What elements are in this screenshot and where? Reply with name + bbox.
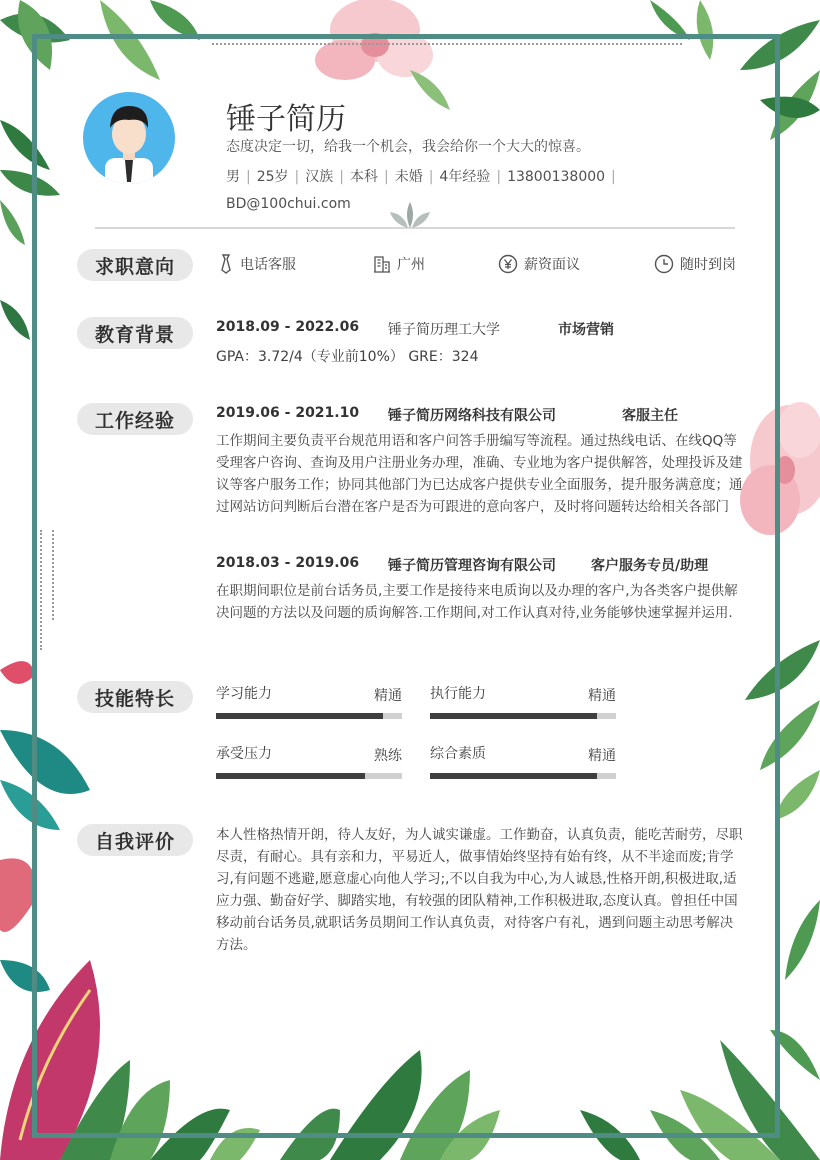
section-title-education: 教育背景 (77, 317, 193, 349)
work-1-period: 2019.06 - 2021.10 (216, 405, 360, 421)
skill-4-level: 精通 (588, 748, 616, 764)
section-title-work: 工作经验 (77, 403, 193, 435)
candidate-name: 锤子简历 (226, 102, 346, 137)
work-1-company: 锤子简历网络科技有限公司 (388, 408, 556, 424)
intent-position-label: 电话客服 (240, 257, 296, 273)
skill-2-level: 精通 (588, 688, 616, 704)
intent-salary-label: 薪资面议 (524, 257, 580, 273)
intent-salary (498, 254, 580, 274)
info-marital: 未婚 (394, 169, 423, 185)
work-1-description: 工作期间主要负责平台规范用语和客户问答手册编写等流程。通过热线电话、在线QQ等受理客户咨询、查询及用户注册业务办理，准确、专业地为客户提供解答，处理投诉及建议等客户服务工作；协同其他部门为已达成客户提供专业全面服务，提升服务满意度；通过网站访问判断后台潜在客户是否为可跟进的意向客户，及时将问题转达给相关各部门 (216, 433, 743, 515)
skill-4-name: 综合素质 (430, 746, 486, 762)
section-title-skills: 技能特长 (77, 681, 193, 713)
info-gender: 男 (226, 169, 240, 185)
skill-2-name: 执行能力 (430, 686, 486, 702)
skill-1-bar-fill (216, 713, 383, 719)
work-2-company: 锤子简历管理咨询有限公司 (388, 558, 556, 574)
skill-1-name: 学习能力 (216, 686, 272, 702)
avatar (83, 92, 175, 184)
education-period: 2018.09 - 2022.06 (216, 319, 360, 335)
skill-3-bar (216, 773, 402, 779)
yuan-icon (498, 254, 518, 274)
skill-1-level: 精通 (374, 688, 402, 704)
info-experience: 4年经验 (439, 169, 491, 185)
self-evaluation: 本人性格热情开朗，待人友好，为人诚实谦虚。工作勤奋，认真负责，能吃苦耐劳，尽职尽责，有耐心。具有亲和力，平易近人，做事情始终坚持有始有终，从不半途而废;肯学习,有问题不逃避,愿意虚心向他人学习;,不以自我为中心,为人诚恳,性格开朗,积极进取,适应力强、勤奋好学、脚踏实地，有较强的团队精神,工作积极进取,态度认真。曾担任中国移动前台话务员,就职话务员期间工作认真负责，对待客户有礼，遇到问题主动思考解决方法。 (216, 827, 743, 953)
skill-4-bar (430, 773, 616, 779)
intent-city (373, 254, 425, 274)
clock-icon (654, 254, 674, 274)
education-major: 市场营销 (558, 322, 614, 338)
dotted-divider (52, 530, 54, 620)
skill-1-bar (216, 713, 402, 719)
intent-arrival-label: 随时到岗 (680, 257, 736, 273)
info-phone: 13800138000 (507, 169, 606, 185)
candidate-email: BD@100chui.com (226, 196, 351, 212)
skill-3-bar-fill (216, 773, 365, 779)
work-1-role: 客服主任 (622, 408, 678, 424)
education-school: 锤子简历理工大学 (388, 322, 500, 338)
skill-2-bar-fill (430, 713, 597, 719)
skill-4-bar-fill (430, 773, 597, 779)
info-degree: 本科 (349, 169, 378, 185)
skill-3-name: 承受压力 (216, 746, 272, 762)
skill-3-level: 熟练 (374, 748, 402, 764)
intent-city-label: 广州 (397, 257, 425, 273)
info-ethnicity: 汉族 (305, 169, 334, 185)
dotted-divider (212, 43, 682, 45)
section-title-self-eval: 自我评价 (77, 824, 193, 856)
intent-arrival (654, 254, 736, 274)
building-icon (373, 255, 391, 273)
candidate-motto: 态度决定一切，给我一个机会，我会给你一个大大的惊喜。 (226, 139, 590, 155)
skill-2-bar (430, 713, 616, 719)
candidate-info: 男 | 25岁 | 汉族 | 本科 | 未婚 | 4年经验 | 13800138000 | (226, 169, 616, 185)
section-title-intent: 求职意向 (77, 249, 193, 281)
work-2-period: 2018.03 - 2019.06 (216, 555, 360, 571)
work-2-description: 在职期间职位是前台话务员,主要工作是接待来电质询以及办理的客户,为各类客户提供解决问题的方法以及问题的质询解答.工作期间,对工作认真对待,业务能够快速掌握并运用. (216, 583, 738, 621)
work-2-role: 客户服务专员/助理 (591, 558, 709, 574)
intent-position (218, 254, 296, 274)
dotted-divider (40, 530, 42, 650)
tie-icon (218, 254, 234, 274)
info-age: 25岁 (256, 169, 289, 185)
leaf-ornament-icon (386, 200, 434, 230)
education-scores: GPA：3.72/4（专业前10%） GRE：324 (216, 349, 479, 365)
